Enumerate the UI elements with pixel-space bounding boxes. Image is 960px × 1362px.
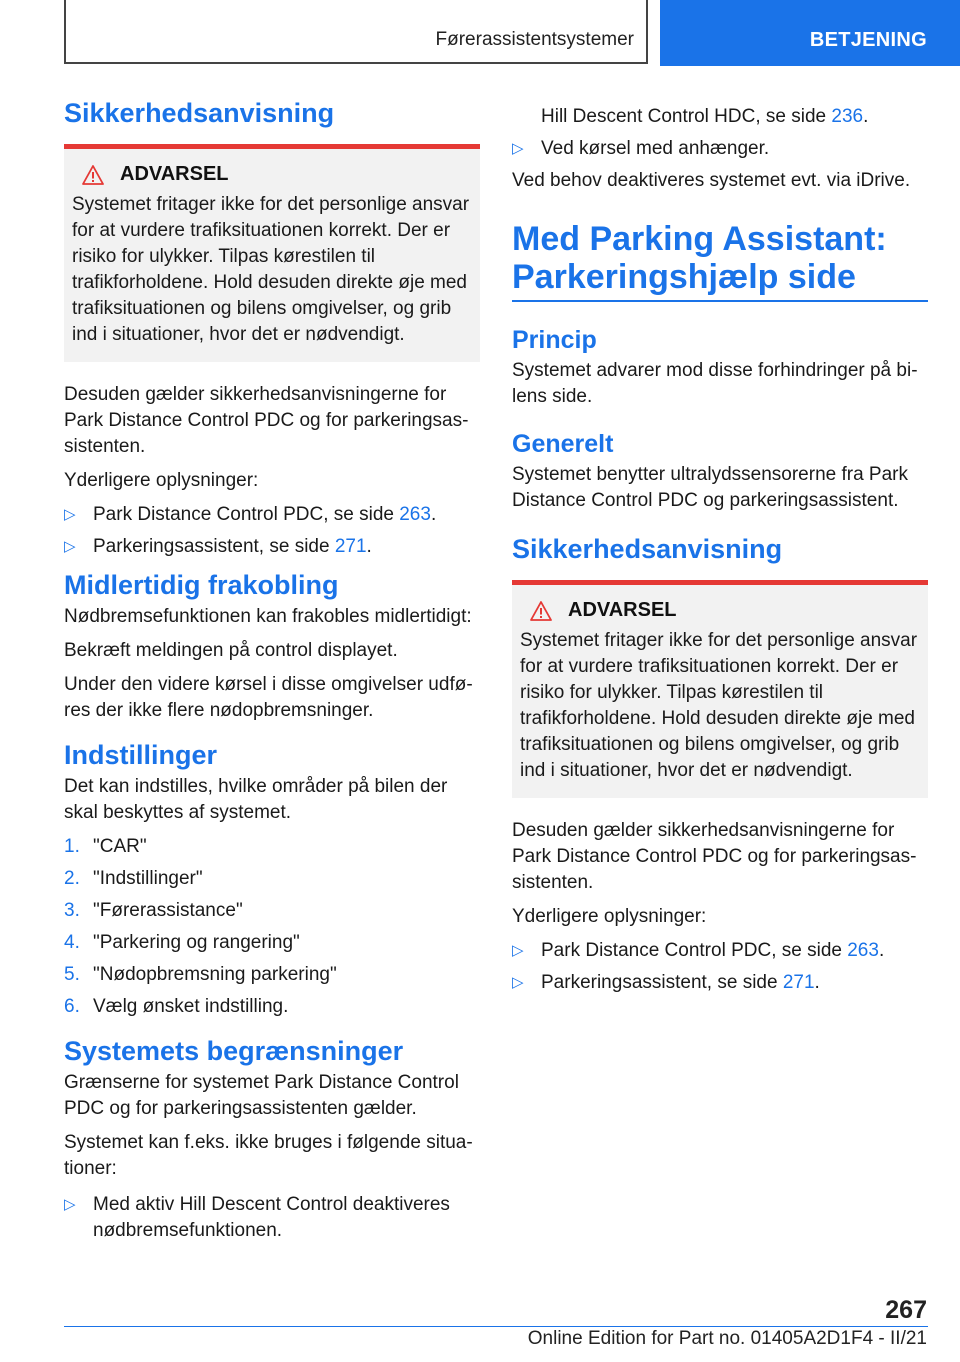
heading-settings: Indstillinger bbox=[64, 740, 218, 770]
page-link[interactable]: 271 bbox=[334, 536, 367, 557]
right-column bbox=[512, 104, 928, 1002]
warning-text: Systemet fritager ikke for det personlige ansvar for at vurdere trafiksituationen korrekt. Der er risiko for ulykker. Tilpas kørestilen til trafikforholdene. Hold desuden direkte øje med trafiksituationen og bilens omgivelser, og grib ind i situationer, hvor det er nødvendigt. bbox=[72, 194, 470, 345]
section-title: Førerassistentsystemer bbox=[435, 29, 634, 50]
warning-box bbox=[512, 580, 928, 798]
heading-temporary-deactivation: Midlertidig frakobling bbox=[64, 570, 339, 600]
step-number: 5. bbox=[64, 964, 80, 985]
list-item: ▷ Park Distance Control PDC, se side 263. bbox=[64, 502, 480, 528]
page-link[interactable]: 263 bbox=[399, 504, 431, 525]
triangle-bullet-icon: ▷ bbox=[64, 506, 76, 523]
step-item: 3. "Førerassistance" bbox=[64, 898, 480, 924]
warning-triangle-icon bbox=[82, 165, 104, 185]
warning-header bbox=[530, 599, 920, 622]
footer-edition: Online Edition for Part no. 01405A2D1F4 - II/21 bbox=[527, 1328, 927, 1349]
triangle-bullet-icon: ▷ bbox=[64, 538, 76, 555]
step-number: 2. bbox=[64, 868, 80, 889]
warning-title: ADVARSEL bbox=[568, 599, 677, 621]
page-header bbox=[0, 0, 960, 66]
step-number: 6. bbox=[64, 996, 80, 1017]
page-link[interactable]: 236 bbox=[831, 106, 864, 127]
triangle-bullet-icon: ▷ bbox=[64, 1196, 76, 1213]
reference-list bbox=[64, 502, 480, 560]
step-number: 1. bbox=[64, 836, 80, 857]
paragraph: Grænserne for systemet Park Distance Control PDC og for parkeringsassistenten gælder. bbox=[64, 1072, 459, 1119]
heading-safety: Sikkerhedsanvisning bbox=[64, 98, 335, 128]
limitations-list bbox=[64, 1192, 480, 1244]
list-item: ▷ Med aktiv Hill Descent Control deaktiveres nødbremsefunktionen. bbox=[64, 1194, 450, 1241]
section-tab bbox=[64, 0, 648, 64]
warning-text: Systemet fritager ikke for det personlige ansvar for at vurdere trafiksituationen korrekt. Der er risiko for ulykker. Tilpas kørestilen til trafikforholdene. Hold desuden direkte øje med trafiksituationen og bilens omgivelser, og grib ind i situationer, hvor det er nødvendigt. bbox=[520, 630, 918, 781]
paragraph: Under den videre kørsel i disse omgivelser udføres der ikke flere nødopbremsninger. bbox=[64, 674, 473, 721]
step-item: 4. "Parkering og rangering" bbox=[64, 930, 480, 956]
left-column bbox=[64, 96, 480, 1250]
warning-header bbox=[82, 163, 472, 186]
warning-box bbox=[64, 144, 480, 362]
triangle-bullet-icon: ▷ bbox=[512, 942, 524, 959]
paragraph: Desuden gælder sikkerhedsanvisningerne for Park Distance Control PDC og for parkeringsassistenten. bbox=[64, 384, 469, 457]
list-item: ▷ Park Distance Control PDC, se side 263. bbox=[512, 938, 928, 964]
step-item: 1. "CAR" bbox=[64, 834, 480, 860]
paragraph: Bekræft meldingen på control displayet. bbox=[64, 640, 398, 661]
chapter-title: BETJENING bbox=[809, 29, 927, 51]
heading-main: Med Parking Assistant: Parkeringshjælp side bbox=[512, 220, 928, 302]
heading-limitations: Systemets begrænsninger bbox=[64, 1036, 404, 1066]
chapter-tab bbox=[660, 0, 960, 66]
paragraph: Ved behov deaktiveres systemet evt. via iDrive. bbox=[512, 170, 911, 191]
footer-divider bbox=[64, 1326, 928, 1327]
step-item: 2. "Indstillinger" bbox=[64, 866, 480, 892]
paragraph: Yderligere oplysninger: bbox=[512, 906, 707, 927]
reference-list bbox=[512, 938, 928, 996]
heading-principle: Princip bbox=[512, 326, 597, 354]
heading-general: Generelt bbox=[512, 430, 614, 458]
paragraph: Systemet advarer mod disse forhindringer på bilens side. bbox=[512, 360, 918, 407]
step-number: 4. bbox=[64, 932, 80, 953]
heading-safety: Sikkerhedsanvisning bbox=[512, 534, 783, 564]
triangle-bullet-icon: ▷ bbox=[512, 974, 524, 991]
paragraph: Nødbremsefunktionen kan frakobles midlertidigt: bbox=[64, 606, 472, 627]
page-link[interactable]: 271 bbox=[782, 972, 815, 993]
paragraph: Systemet benytter ultralydssensorerne fra Park Distance Control PDC og parkeringsassistent. bbox=[512, 464, 909, 511]
page-link[interactable]: 263 bbox=[847, 940, 879, 961]
page-number: 267 bbox=[885, 1296, 927, 1324]
paragraph: Det kan indstilles, hvilke områder på bilen der skal beskyttes af systemet. bbox=[64, 776, 448, 823]
step-item: 6. Vælg ønsket indstilling. bbox=[64, 994, 480, 1020]
step-item: 5. "Nødopbremsning parkering" bbox=[64, 962, 480, 988]
step-number: 3. bbox=[64, 900, 80, 921]
limitations-list-cont bbox=[512, 136, 928, 162]
list-item: ▷ Parkeringsassistent, se side 271. bbox=[64, 534, 480, 560]
steps-list bbox=[64, 834, 480, 1020]
warning-triangle-icon bbox=[530, 601, 552, 621]
paragraph: Yderligere oplysninger: bbox=[64, 470, 259, 491]
triangle-bullet-icon: ▷ bbox=[512, 140, 524, 157]
list-item-continuation: Hill Descent Control HDC, se side 236. bbox=[541, 106, 869, 127]
warning-title: ADVARSEL bbox=[120, 163, 229, 185]
paragraph: Systemet kan f.eks. ikke bruges i følgende situationer: bbox=[64, 1132, 473, 1179]
paragraph: Desuden gælder sikkerhedsanvisningerne for Park Distance Control PDC og for parkeringsassistenten. bbox=[512, 820, 917, 893]
list-item: ▷ Parkeringsassistent, se side 271. bbox=[512, 970, 928, 996]
list-item: ▷ Ved kørsel med anhænger. bbox=[512, 136, 928, 162]
